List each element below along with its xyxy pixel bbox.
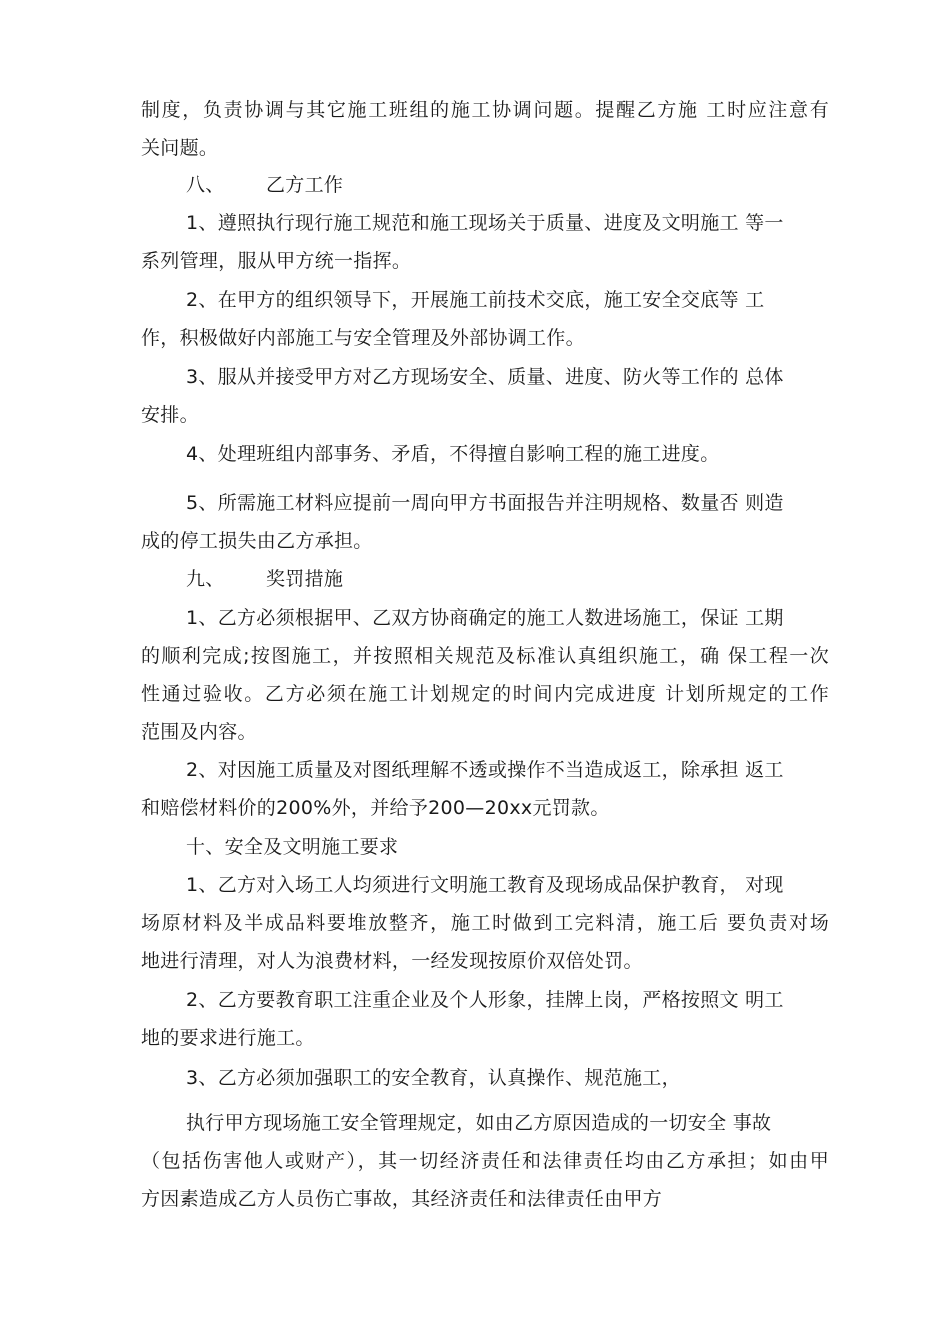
paragraph-line: 成的停工损失由乙方承担。 (141, 530, 373, 552)
section-number: 八、 (186, 174, 225, 196)
paragraph-line: 制度，负责协调与其它施工班组的施工协调问题。提醒乙方施 工时应注意有 (141, 99, 829, 121)
paragraph-line: 范围及内容。 (141, 721, 257, 743)
section-title: 奖罚措施 (266, 568, 344, 590)
paragraph-line: 系列管理，服从甲方统一指挥。 (141, 250, 412, 272)
paragraph-line: 2、对因施工质量及对图纸理解不透或操作不当造成返工，除承担 返工 (186, 759, 784, 781)
section-number: 九、 (186, 568, 225, 590)
paragraph-line: 地的要求进行施工。 (141, 1027, 315, 1049)
paragraph-line: 1、乙方对入场工人均须进行文明施工教育及现场成品保护教育， 对现 (186, 874, 784, 896)
paragraph-line: 2、在甲方的组织领导下，开展施工前技术交底，施工安全交底等 工 (186, 289, 765, 311)
paragraph-line: 5、所需施工材料应提前一周向甲方书面报告并注明规格、数量否 则造 (186, 492, 784, 514)
paragraph-line: 执行甲方现场施工安全管理规定，如由乙方原因造成的一切安全 事故 (186, 1112, 772, 1134)
section-title: 乙方工作 (266, 174, 344, 196)
paragraph-line: 的顺利完成;按图施工，并按照相关规范及标准认真组织施工，确 保工程一次 (141, 645, 829, 667)
paragraph-line: 作，积极做好内部施工与安全管理及外部协调工作。 (141, 327, 585, 349)
section-heading-eight (186, 172, 343, 198)
paragraph-line: 1、遵照执行现行施工规范和施工现场关于质量、进度及文明施工 等一 (186, 212, 784, 234)
paragraph-line: 和赔偿材料价的200%外，并给予200—20xx元罚款。 (141, 797, 610, 819)
paragraph-line: 性通过验收。乙方必须在施工计划规定的时间内完成进度 计划所规定的工作 (141, 683, 829, 705)
paragraph-line: 4、处理班组内部事务、矛盾，不得擅自影响工程的施工进度。 (186, 443, 720, 465)
paragraph-line: （包括伤害他人或财产），其一切经济责任和法律责任均由乙方承担；如由甲 (141, 1150, 829, 1172)
paragraph-line: 场原材料及半成品料要堆放整齐，施工时做到工完料清，施工后 要负责对场 (141, 912, 829, 934)
paragraph-line: 3、乙方必须加强职工的安全教育，认真操作、规范施工， (186, 1067, 681, 1089)
paragraph-line: 安排。 (141, 404, 199, 426)
paragraph-line: 关问题。 (141, 137, 219, 159)
paragraph-line: 3、服从并接受甲方对乙方现场安全、质量、进度、防火等工作的 总体 (186, 366, 784, 388)
section-heading-ten: 十、安全及文明施工要求 (186, 836, 399, 858)
paragraph-line: 2、乙方要教育职工注重企业及个人形象，挂牌上岗，严格按照文 明工 (186, 989, 784, 1011)
paragraph-line: 地进行清理，对人为浪费材料，一经发现按原价双倍处罚。 (141, 950, 643, 972)
paragraph-line: 1、乙方必须根据甲、乙双方协商确定的施工人数进场施工，保证 工期 (186, 607, 784, 629)
section-heading-nine (186, 566, 343, 592)
paragraph-line: 方因素造成乙方人员伤亡事故，其经济责任和法律责任由甲方 (141, 1188, 663, 1210)
